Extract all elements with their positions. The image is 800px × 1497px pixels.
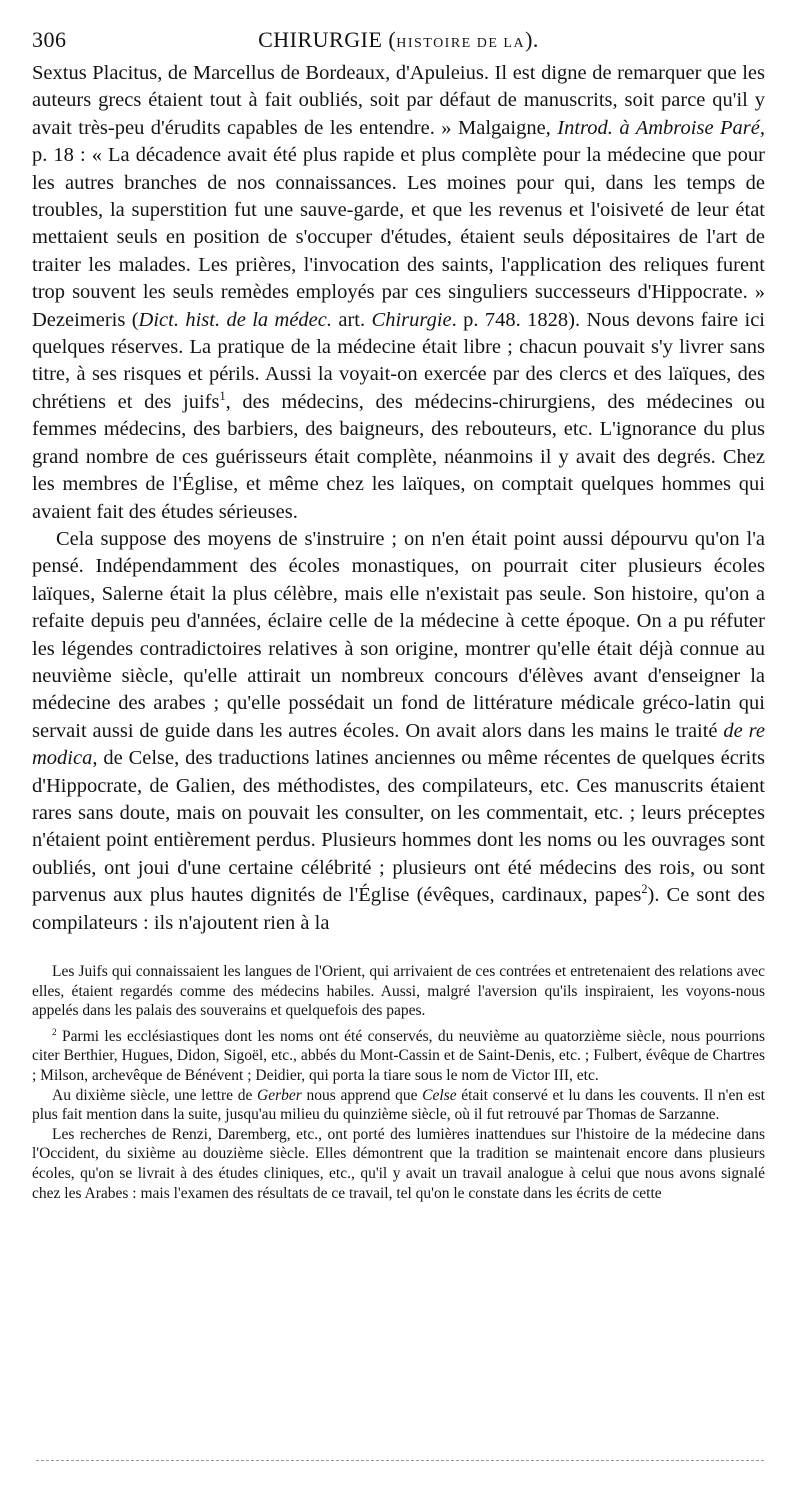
page-header — [32, 26, 765, 54]
footnote-ref-2: 2 — [641, 882, 648, 897]
book-page — [32, 26, 765, 1203]
running-title-sub: HISTOIRE DE LA — [396, 36, 526, 51]
footnote-4: Les recherches de Renzi, Daremberg, etc., ont porté des lumières inattendues sur l'histoire de la médecine dans l'Occident, du sixième au douzième siècle. Elles démontrent que la tradition se maintenait encore dans plusieurs écoles, qu'on se livrait à des études cliniques, etc., qu'il y avait un travail analogue à celui que nous avons signalé chez les Arabes : mais l'examen des résultats de ce travail, tel qu'on le constate dans les écrits de cette — [32, 1125, 765, 1202]
footnote-3-text-b: nous apprend que — [301, 1086, 423, 1104]
footnote-2 — [32, 1027, 765, 1086]
para1-citation-dict: Dict. hist. de la médec. — [138, 308, 332, 331]
footnotes — [32, 962, 765, 1203]
bottom-dashed-rule — [36, 1460, 764, 1461]
para1-citation-chirurgie: Chirurgie — [371, 308, 452, 331]
para1-citation-malgaigne: Introd. à Ambroise Paré — [557, 116, 760, 139]
para1-text-a: Sextus Placitus, de Marcellus de Bordeaux, d'Apuleius. Il est digne de remarquer que les auteurs grecs étaient tout à fait oubliés, soit par défaut de manuscrits, soit parce qu'il y avait très-peu d'érudits capables de les entendre. » Malgaigne, — [32, 62, 765, 139]
footnote-1: Les Juifs qui connaissaient les langues de l'Orient, qui arrivaient de ces contrées et entretenaient des relations avec elles, étaient regardés comme des médecins habiles. Aussi, malgré l'aversion qu'ils inspiraient, les voyons-nous appelés dans les palais des souverains et quelquefois des papes. — [32, 963, 765, 1020]
para2-text-b: , de Celse, des traductions latines anciennes ou même récentes de quelques écrits d'Hippocrate, de Galien, des méthodistes, des compilateurs, etc. Ces manuscrits étaient rares sans doute, mais on pouvait les consulter, on les commentait, etc. ; leurs préceptes n'étaient point entièrement perdus. Plusieurs hommes dont les noms ou les ouvrages sont oubliés, ont joui d'une certaine célébrité ; plusieurs ont été médecins des rois, ou sont parvenus aux plus hautes dignités de l'Église (évêques, cardinaux, papes — [32, 747, 765, 907]
footnote-3 — [32, 1086, 765, 1125]
paragraph-1 — [32, 60, 765, 526]
running-title-paren-close: ). — [525, 27, 539, 52]
paragraph-2 — [32, 526, 765, 937]
footnote-ref-1: 1 — [219, 389, 226, 404]
para1-text-d: . p. 748. 1828). Nous devons faire ici quelques réserves. La pratique de la médecine était libre ; chacun pouvait s'y livrer sans titre, à ses risques et périls. Aussi la voyait-on exercée par des clercs et des laïques, des chrétiens et des juifs — [32, 308, 765, 413]
running-title — [32, 26, 765, 58]
para1-text-e: , des médecins, des médecins-chirurgiens, des médecines ou femmes médecins, des barbiers, des baigneurs, des rebouteurs, etc. L'ignorance du plus grand nombre de ces guérisseurs était complète, néanmoins il y avait des degrés. Chez les membres de l'Église, et même chez les laïques, on comptait quelques hommes qui avaient fait des études sérieuses. — [32, 390, 765, 523]
footnote-3-text-a: Au dixième siècle, une lettre de — [52, 1086, 258, 1104]
running-title-paren-open: ( — [382, 27, 397, 52]
page-number: 306 — [32, 27, 67, 52]
footnote-3-text-c: était conservé et lu dans les couvents. Il n'en est plus fait mention dans la suite, jusqu'au milieu du quinzième siècle, où il fut retrouvé par Thomas de Sarzanne. — [32, 1086, 765, 1124]
para1-text-b: , p. 18 : « La décadence avait été plus rapide et plus complète pour la médecine que pour les autres branches de nos connaissances. Les moines pour qui, dans les temps de troubles, la superstition fut une sauve-garde, et que les revenus et l'oisiveté de leur état mettaient seuls en position de s'occuper d'études, étaient seuls dépositaires de l'art de traiter les malades. Les prières, l'invocation des saints, l'application des reliques furent trop souvent les seuls remèdes employés par ces singuliers successeurs d'Hippocrate. » Dezeimeris ( — [32, 116, 765, 331]
running-title-main: CHIRURGIE — [258, 27, 383, 52]
para2-text-a: Cela suppose des moyens de s'instruire ; on n'en était point aussi dépourvu qu'on l'a pensé. Indépendamment des écoles monastiques, on pourrait citer plusieurs écoles laïques, Salerne était la plus célèbre, mais elle n'existait pas seule. Son histoire, qu'on a refaite depuis peu d'années, éclaire celle de la médecine à cette époque. On a pu réfuter les légendes contradictoires relatives à son origine, montrer qu'elle était déjà connue au neuvième siècle, qu'elle attirait un nombreux concours d'élèves avant d'enseigner la médecine des arabes ; qu'elle possédait un fond de littérature médicale gréco-latin qui servait aussi de guide dans les autres écoles. On avait alors dans les mains le traité — [32, 527, 765, 742]
para2-text-c: ). Ce sont des compilateurs : ils n'ajoutent rien à la — [32, 884, 765, 934]
footnote-3-gerber: Gerber — [257, 1086, 302, 1104]
para2-citation-title: de re modica — [32, 719, 765, 770]
footnote-2-marker: 2 — [52, 1027, 57, 1038]
main-text — [32, 60, 765, 937]
footnote-2-text: Parmi les ecclésiastiques dont les noms ont été conservés, du neuvième au quatorzième siècle, nous pourrions citer Berthier, Hugues, Didon, Sigoël, etc., abbés du Mont-Cassin et de Saint-Denis, etc. ; Fulbert, évêque de Chartres ; Milson, archevêque de Bénévent ; Deidier, qui porta la tiare sous le nom de Victor III, etc. — [32, 1027, 765, 1084]
footnote-3-celse: Celse — [422, 1086, 457, 1104]
para1-text-c: art. — [332, 308, 372, 331]
